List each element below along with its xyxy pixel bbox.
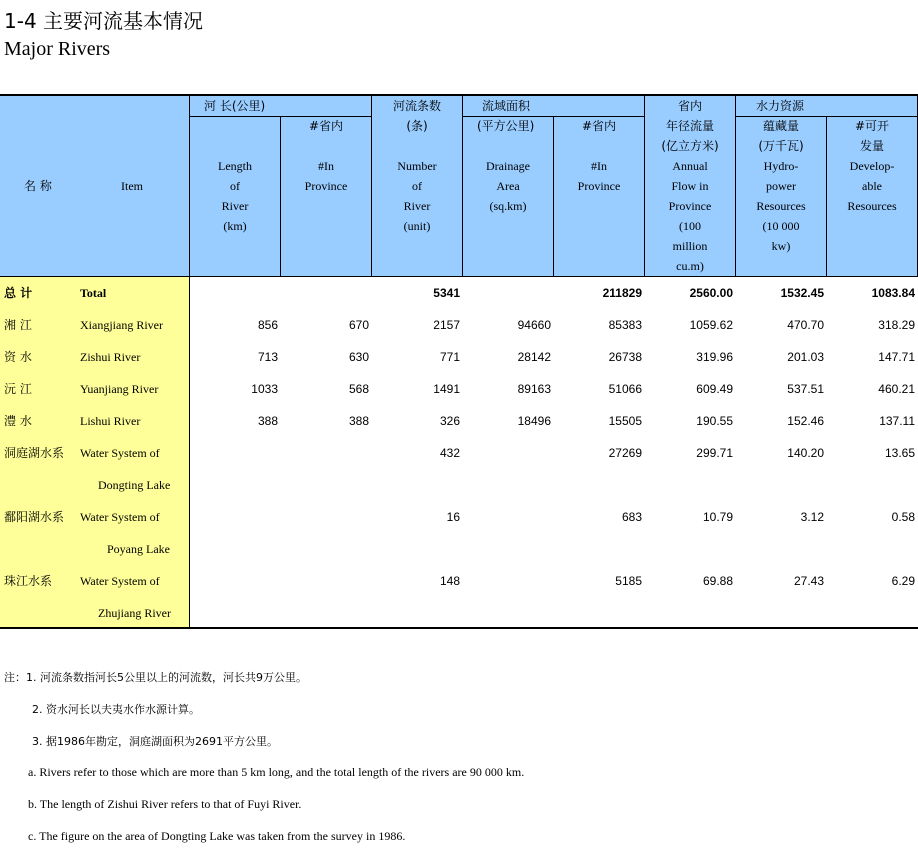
row-name-cn: 湘 江 xyxy=(4,318,32,332)
cell-length-province: 568 xyxy=(348,382,369,396)
header-flow-cn: 省内 年径流量 (亿立方米) xyxy=(661,99,719,153)
header-length-en: Length of River (km) xyxy=(218,159,252,233)
note-cn-1: 注：1. 河流条数指河长5公里以上的河流数，河长共9万公里。 xyxy=(4,671,307,684)
row-name-cn: 珠江水系 xyxy=(4,574,53,588)
cell-number: 2157 xyxy=(433,318,460,332)
cell-dev: 1083.84 xyxy=(871,286,915,300)
header-area-province-en: #In Province xyxy=(577,159,621,193)
cell-number: 1491 xyxy=(433,382,460,396)
row-name-en: Lishui River xyxy=(80,414,141,428)
cell-length: 388 xyxy=(257,414,278,428)
table-title-chinese: 1-4 主要河流基本情况 xyxy=(4,9,204,33)
cell-length-province: 630 xyxy=(348,350,369,364)
cell-hydro: 3.12 xyxy=(800,510,824,524)
header-area-en: Drainage Area (sq.km) xyxy=(486,159,530,213)
cell-area: 18496 xyxy=(517,414,551,428)
header-bottom-rule xyxy=(0,276,918,277)
header-area-group-2: (平方公里) xyxy=(477,119,535,133)
row-name-cn: 沅 江 xyxy=(4,382,32,396)
cell-area-province: 683 xyxy=(621,510,642,524)
cell-flow: 299.71 xyxy=(696,446,733,460)
row-name-en-line2: Zhujiang River xyxy=(98,606,171,620)
cell-number: 432 xyxy=(439,446,460,460)
cell-area: 28142 xyxy=(517,350,551,364)
cell-hydro: 537.51 xyxy=(787,382,824,396)
row-name-en: Xiangjiang River xyxy=(80,318,163,332)
cell-flow: 69.88 xyxy=(702,574,733,588)
cell-dev: 318.29 xyxy=(878,318,915,332)
header-name-cn: 名 称 xyxy=(24,179,52,193)
cell-area: 94660 xyxy=(517,318,551,332)
cell-flow: 2560.00 xyxy=(689,286,733,300)
cell-dev: 147.71 xyxy=(878,350,915,364)
header-vrule xyxy=(553,117,554,277)
row-name-en: Water System of xyxy=(80,446,160,460)
row-name-cn: 鄱阳湖水系 xyxy=(4,510,65,524)
cell-dev: 0.58 xyxy=(891,510,915,524)
row-name-en: Yuanjiang River xyxy=(80,382,159,396)
note-en-a: a. Rivers refer to those which are more than 5 km long, and the total length of the rivers are 90 000 km. xyxy=(28,765,525,779)
cell-length: 713 xyxy=(257,350,278,364)
header-hydro-group: 水力资源 xyxy=(756,99,805,113)
cell-length-province: 670 xyxy=(348,318,369,332)
row-name-cn: 资 水 xyxy=(4,350,32,364)
cell-area-province: 85383 xyxy=(608,318,642,332)
header-area-group-1: 流域面积 xyxy=(482,99,531,113)
header-length-province-cn: #省内 xyxy=(308,119,344,133)
table-title-english: Major Rivers xyxy=(4,38,111,60)
cell-area-province: 15505 xyxy=(608,414,642,428)
row-name-en-line2: Poyang Lake xyxy=(107,542,170,556)
cell-dev: 6.29 xyxy=(891,574,915,588)
cell-hydro: 1532.45 xyxy=(780,286,824,300)
cell-dev: 137.11 xyxy=(879,414,915,428)
row-name-cn: 总 计 xyxy=(4,286,33,300)
cell-length-province: 388 xyxy=(348,414,369,428)
cell-area: 89163 xyxy=(517,382,551,396)
note-en-b: b. The length of Zishui River refers to that of Fuyi River. xyxy=(28,797,302,811)
row-name-cn: 澧 水 xyxy=(4,414,32,428)
cell-number: 148 xyxy=(439,574,460,588)
cell-dev: 13.65 xyxy=(884,446,915,460)
bottom-rule xyxy=(0,627,918,629)
cell-length: 856 xyxy=(257,318,278,332)
cell-number: 16 xyxy=(446,510,460,524)
header-length-province-en: #In Province xyxy=(304,159,348,193)
cell-area-province: 26738 xyxy=(608,350,642,364)
cell-flow: 319.96 xyxy=(696,350,733,364)
header-length-group: 河 长(公里) xyxy=(204,99,266,113)
cell-number: 5341 xyxy=(433,286,460,300)
cell-hydro: 140.20 xyxy=(787,446,824,460)
cell-hydro: 201.03 xyxy=(787,350,824,364)
note-cn-3: 3. 据1986年勘定，洞庭湖面积为2691平方公里。 xyxy=(32,735,278,748)
row-name-en: Zishui River xyxy=(80,350,141,364)
cell-number: 326 xyxy=(439,414,460,428)
header-number-cn: 河流条数 (条) xyxy=(392,99,441,133)
cell-area-province: 51066 xyxy=(608,382,642,396)
cell-area-province: 5185 xyxy=(615,574,642,588)
cell-area-province: 211829 xyxy=(602,286,642,300)
cell-length: 1033 xyxy=(251,382,278,396)
cell-hydro: 152.46 xyxy=(787,414,824,428)
header-hydro-cn: 蕴藏量 (万千瓦) xyxy=(758,119,804,153)
row-name-en: Water System of xyxy=(80,510,160,524)
header-area-province-cn: #省内 xyxy=(581,119,617,133)
header-vrule xyxy=(280,117,281,277)
note-en-c: c. The figure on the area of Dongting Lake was taken from the survey in 1986. xyxy=(28,829,406,843)
row-name-en-line2: Dongting Lake xyxy=(98,478,171,492)
header-item-en: Item xyxy=(121,179,143,193)
row-name-cn: 洞庭湖水系 xyxy=(4,446,65,460)
cell-flow: 10.79 xyxy=(702,510,733,524)
header-flow-en: Annual Flow in Province (100 million cu.m) xyxy=(668,159,712,273)
header-hydro-en: Hydro- power Resources (10 000 kw) xyxy=(756,159,806,253)
row-name-en: Water System of xyxy=(80,574,160,588)
row-name-en: Total xyxy=(80,286,107,300)
cell-flow: 1059.62 xyxy=(689,318,733,332)
cell-hydro: 27.43 xyxy=(793,574,824,588)
cell-number: 771 xyxy=(439,350,460,364)
cell-flow: 190.55 xyxy=(696,414,733,428)
header-number-en: Number of River (unit) xyxy=(397,159,437,233)
header-dev-en: Develop- able Resources xyxy=(847,159,897,213)
note-cn-2: 2. 资水河长以夫夷水作水源计算。 xyxy=(32,703,200,716)
cell-dev: 460.21 xyxy=(878,382,915,396)
cell-flow: 609.49 xyxy=(696,382,733,396)
header-dev-cn: #可开 发量 xyxy=(854,119,890,153)
cell-area-province: 27269 xyxy=(608,446,642,460)
cell-hydro: 470.70 xyxy=(787,318,824,332)
